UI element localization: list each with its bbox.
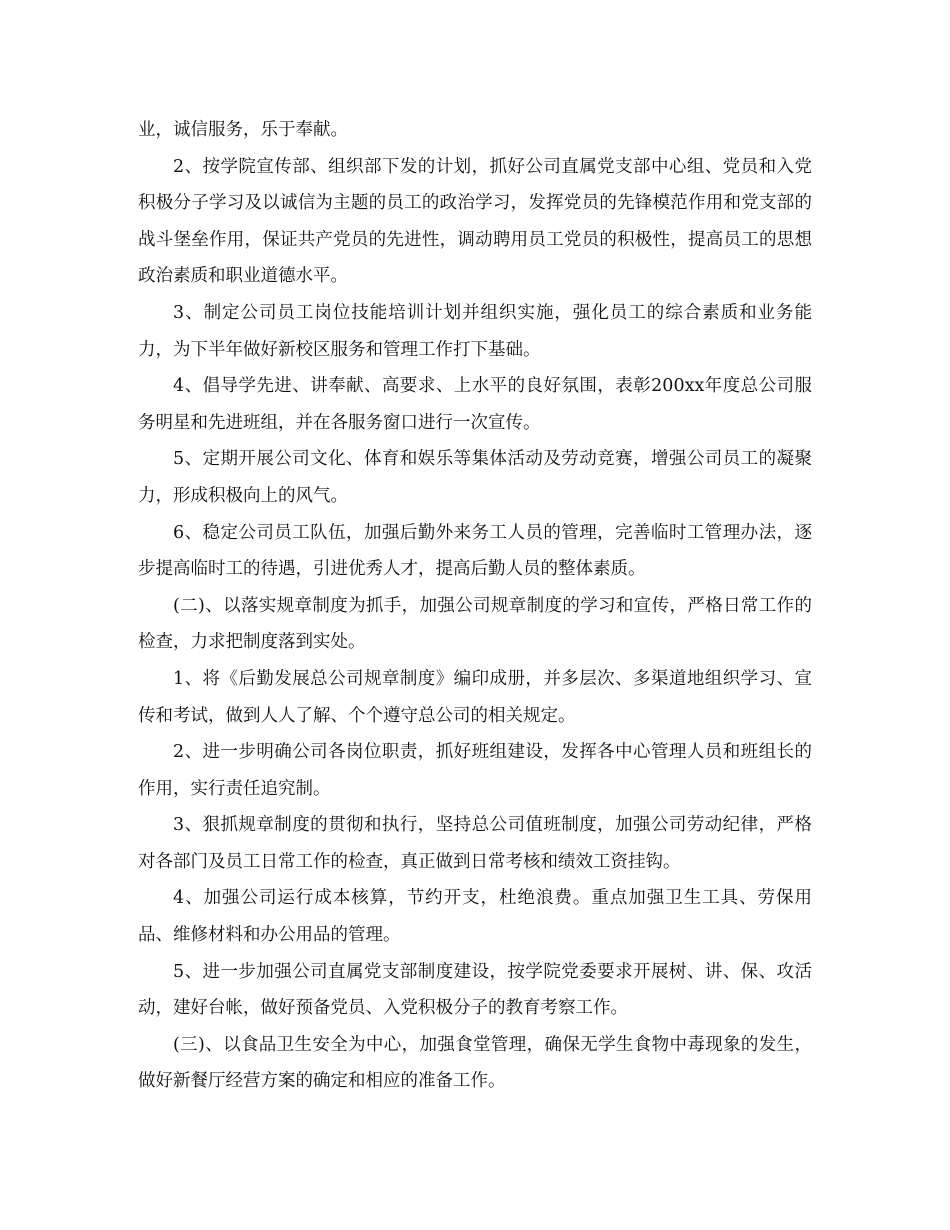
section-heading-2: (二)、以落实规章制度为抓手，加强公司规章制度的学习和宣传，严格日常工作的检查，力求把制度落到实处。 <box>138 595 812 653</box>
paragraph-item-2: 2、进一步明确公司各岗位职责，抓好班组建设，发挥各中心管理人员和班组长的作用，实行责任追究制。 <box>138 742 812 799</box>
paragraph-item-6: 6、稳定公司员工队伍，加强后勤外来务工人员的管理，完善临时工管理办法，逐步提高临时工的待遇，引进优秀人才，提高后勤人员的整体素质。 <box>138 522 812 580</box>
paragraph-item-4: 4、倡导学先进、讲奉献、高要求、上水平的良好氛围，表彰200xx年度总公司服务明星和先进班组，并在各服务窗口进行一次宣传。 <box>138 376 812 433</box>
paragraph-item-4: 4、加强公司运行成本核算，节约开支，杜绝浪费。重点加强卫生工具、劳保用品、维修材料和办公用品的管理。 <box>138 888 812 946</box>
paragraph-item-2: 2、按学院宣传部、组织部下发的计划，抓好公司直属党支部中心组、党员和入党积极分子学习及以诚信为主题的员工的政治学习，发挥党员的先锋模范作用和党支部的战斗堡垒作用，保证共产党员的先进性，调动聘用员工党员的积极性，提高员工的思想政治素质和职业道德水平。 <box>138 156 812 287</box>
paragraph-item-1: 1、将《后勤发展总公司规章制度》编印成册，并多层次、多渠道地组织学习、宣传和考试，做到人人了解、个个遵守总公司的相关规定。 <box>138 668 812 726</box>
paragraph-item-5: 5、定期开展公司文化、体育和娱乐等集体活动及劳动竞赛，增强公司员工的凝聚力，形成积极向上的风气。 <box>138 449 812 506</box>
paragraph-item-3: 3、制定公司员工岗位技能培训计划并组织实施，强化员工的综合素质和业务能力，为下半年做好新校区服务和管理工作打下基础。 <box>138 302 812 360</box>
paragraph-continuation: 业，诚信服务，乐于奉献。 <box>138 120 348 140</box>
document-body <box>138 112 812 1100</box>
paragraph-item-5: 5、进一步加强公司直属党支部制度建设，按学院党委要求开展树、讲、保、攻活动，建好台帐，做好预备党员、入党积极分子的教育考察工作。 <box>138 961 812 1019</box>
paragraph-item-3: 3、狠抓规章制度的贯彻和执行，坚持总公司值班制度，加强公司劳动纪律，严格对各部门及员工日常工作的检查，真正做到日常考核和绩效工资挂钩。 <box>138 815 812 872</box>
section-heading-3: (三)、以食品卫生安全为中心，加强食堂管理，确保无学生食物中毒现象的发生，做好新餐厅经营方案的确定和相应的准备工作。 <box>138 1034 812 1092</box>
